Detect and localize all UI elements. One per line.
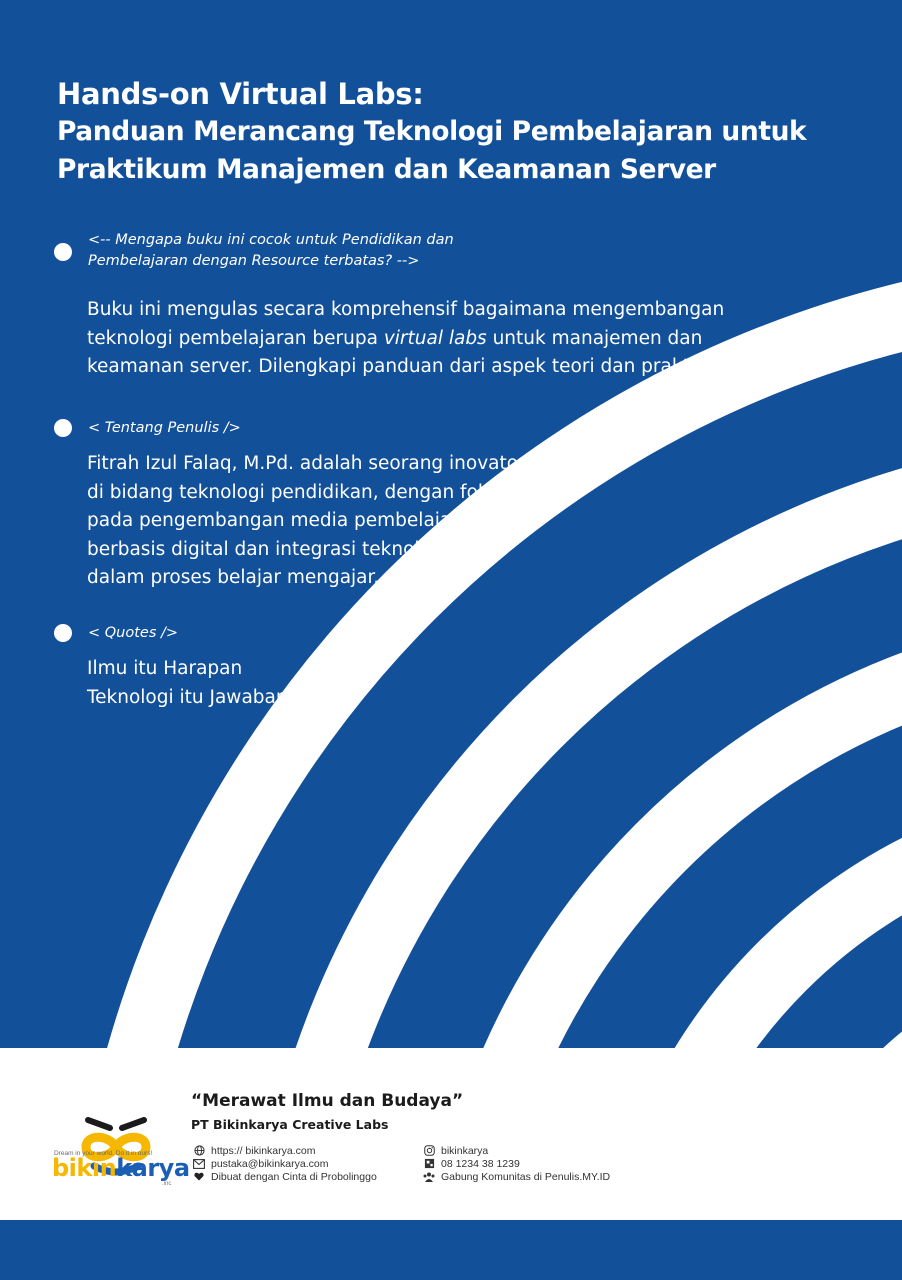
contact-email[interactable] bbox=[193, 1157, 328, 1170]
body-text: untuk manajemen dan bbox=[486, 327, 703, 349]
contact-whatsapp[interactable] bbox=[423, 1157, 520, 1170]
instagram-icon bbox=[423, 1145, 435, 1157]
community-icon bbox=[423, 1171, 435, 1183]
section-quotes-label-line: < Quotes /> bbox=[88, 625, 179, 641]
bullet-dot bbox=[54, 624, 72, 642]
section-author-label-line: < Tentang Penulis /> bbox=[88, 420, 241, 436]
section-author-label bbox=[88, 418, 241, 439]
bullet-dot bbox=[54, 243, 72, 261]
body-text: teknologi pembelajaran berupa bbox=[87, 327, 384, 349]
body-line bbox=[87, 325, 724, 354]
quote-line: Ilmu itu Harapan bbox=[87, 658, 243, 679]
body-line: berbasis digital dan integrasi teknologi bbox=[87, 538, 448, 560]
quote-line: Teknologi itu Jawaban bbox=[87, 686, 288, 708]
contact-text: bikinkarya bbox=[441, 1144, 489, 1157]
section-why-label bbox=[88, 230, 454, 272]
footer bbox=[0, 1048, 902, 1220]
body-line: di bidang teknologi pendidikan, dengan fokus bbox=[87, 481, 510, 503]
logo-suffix: .inc bbox=[162, 1181, 172, 1187]
contact-text: Dibuat dengan Cinta di Probolinggo bbox=[211, 1170, 377, 1183]
body-line: dalam proses belajar mengajar. bbox=[87, 567, 380, 588]
section-why-label-line: Pembelajaran dengan Resource terbatas? --> bbox=[88, 253, 420, 269]
body-line: Fitrah Izul Falaq, M.Pd. adalah seorang inovator bbox=[87, 453, 526, 474]
contact-text: Gabung Komunitas di Penulis.MY.ID bbox=[441, 1170, 611, 1183]
section-why-body bbox=[87, 296, 724, 382]
logo-wordmark-part1: bikin bbox=[52, 1154, 117, 1182]
logo-tagline: Dream in your world. Do it in ours! bbox=[54, 1150, 153, 1157]
logo-wordmark-part2: karya bbox=[116, 1154, 190, 1182]
bullet-dot bbox=[54, 419, 72, 437]
title-line-2: Panduan Merancang Teknologi Pembelajaran untuk bbox=[57, 116, 807, 147]
publisher-motto: “Merawat Ilmu dan Budaya” bbox=[191, 1091, 464, 1111]
mail-icon bbox=[193, 1158, 205, 1170]
contact-text: https:// bikinkarya.com bbox=[211, 1144, 316, 1157]
contact-text: pustaka@bikinkarya.com bbox=[211, 1157, 329, 1170]
heart-icon bbox=[193, 1171, 205, 1183]
whatsapp-icon bbox=[423, 1158, 435, 1170]
body-line: pada pengembangan media pembelajaran bbox=[87, 510, 482, 531]
body-line: Buku ini mengulas secara komprehensif bagaimana mengembangan bbox=[87, 299, 725, 320]
body-emphasis: virtual labs bbox=[383, 327, 487, 349]
contact-instagram[interactable] bbox=[423, 1144, 488, 1157]
section-quotes-body bbox=[87, 655, 288, 712]
title-line-1: Hands-on Virtual Labs: bbox=[57, 77, 424, 111]
body-line: keamanan server. Dilengkapi panduan dari aspek teori dan praktik. bbox=[87, 356, 712, 377]
section-why-label-line: <-- Mengapa buku ini cocok untuk Pendidikan dan bbox=[88, 232, 454, 248]
bottom-band bbox=[0, 1220, 902, 1280]
publisher-name: PT Bikinkarya Creative Labs bbox=[191, 1117, 389, 1132]
contact-website[interactable] bbox=[193, 1144, 315, 1157]
section-quotes-label bbox=[88, 623, 178, 644]
section-author-body bbox=[87, 450, 526, 593]
contact-origin bbox=[193, 1170, 377, 1183]
globe-icon bbox=[193, 1145, 205, 1157]
logo-wordmark bbox=[52, 1154, 190, 1182]
title-line-3: Praktikum Manajemen dan Keamanan Server bbox=[57, 153, 716, 185]
book-title bbox=[57, 77, 807, 185]
contact-community[interactable] bbox=[423, 1170, 610, 1183]
contact-text: 08 1234 38 1239 bbox=[441, 1157, 520, 1170]
